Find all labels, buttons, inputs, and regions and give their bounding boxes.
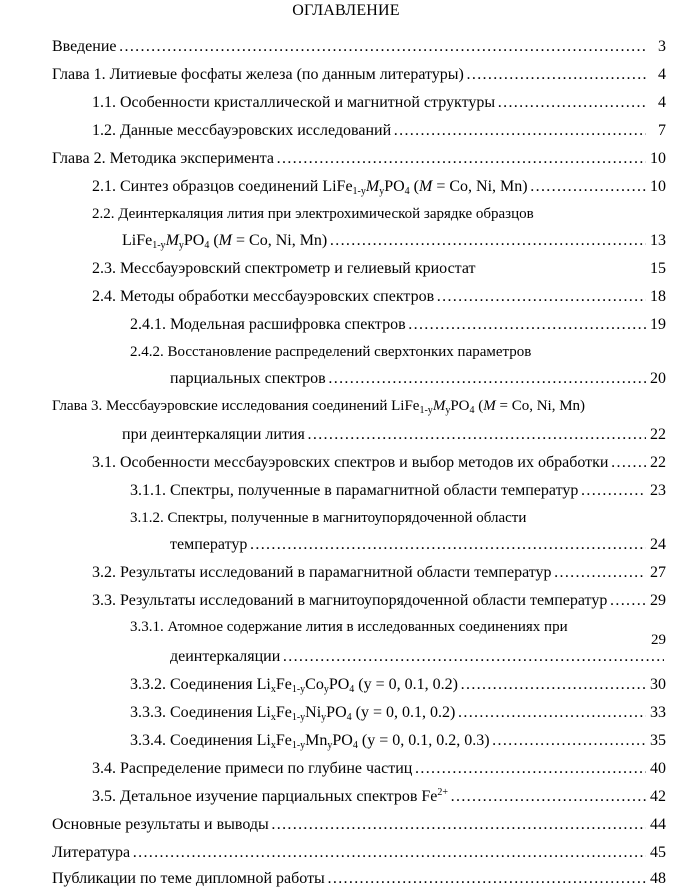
toc-entry-2-2-line1[interactable]: 2.2. Деинтеркаляция лития при электрохимической зарядке образцов	[92, 206, 534, 222]
italic-symbol: M	[365, 178, 380, 195]
title-part: Fe	[275, 676, 292, 693]
toc-entry-title: деинтеркаляции	[170, 648, 281, 665]
title-part: 3.5. Детальное изучение парциальных спектров Fe	[92, 788, 438, 805]
leader-dots	[554, 564, 646, 582]
subscript: x	[270, 712, 276, 723]
toc-entry-title: при деинтеркаляции лития	[122, 426, 305, 443]
toc-entry-title: парциальных спектров	[170, 370, 326, 387]
toc-page-number: 30	[650, 676, 666, 693]
toc-page-number: 20	[650, 370, 666, 387]
toc-page-number: 22	[650, 454, 666, 471]
subscript: x	[270, 684, 276, 695]
toc-page-number: 19	[650, 316, 666, 333]
toc-entry-title: температур	[170, 536, 248, 553]
toc-entry-2-3[interactable]	[92, 260, 666, 278]
subscript: 4	[469, 405, 475, 416]
toc-page-number: 23	[650, 482, 666, 499]
subscript: 4	[404, 186, 410, 197]
toc-entry-3-3-4[interactable]	[130, 732, 666, 750]
leader-dots	[276, 150, 646, 168]
leader-dots	[492, 732, 646, 750]
leader-dots	[307, 426, 646, 444]
subscript: y	[178, 240, 184, 251]
leader-dots	[119, 38, 647, 56]
leader-dots	[609, 592, 646, 610]
leader-dots	[436, 288, 646, 306]
toc-page-number: 33	[650, 704, 666, 721]
toc-entry-title: 3.3. Результаты исследований в магнитоупорядоченной области температур	[92, 592, 608, 609]
toc-entry-literature[interactable]	[52, 844, 666, 862]
toc-entry-title	[130, 676, 458, 694]
toc-page-number: 44	[650, 816, 666, 833]
italic-symbol: M	[483, 398, 496, 414]
title-part: PO	[450, 398, 470, 414]
toc-entry-3-1-2[interactable]	[170, 536, 666, 554]
toc-page-number: 7	[658, 122, 666, 139]
toc-entry-3-3[interactable]	[92, 592, 666, 610]
title-part: Fe	[275, 732, 292, 749]
toc-entry-2-2[interactable]	[122, 232, 666, 250]
title-part: LiFe	[122, 232, 153, 249]
toc-page-number: 45	[650, 844, 666, 861]
toc-entry-title: 1.1. Особенности кристаллической и магнитной структуры	[92, 94, 496, 111]
title-part: 3.3.4. Соединения Li	[130, 732, 271, 749]
toc-entry-1-2[interactable]	[92, 122, 666, 140]
italic-symbol: M	[218, 232, 232, 249]
toc-entry-title	[92, 788, 448, 806]
toc-entry-3-4[interactable]	[92, 760, 666, 778]
toc-entry-title: 2.3. Мессбауэровский спектрометр и гелиевый криостат	[92, 260, 476, 277]
toc-entry-title	[130, 732, 490, 750]
subscript: y	[327, 740, 333, 751]
toc-page-number: 42	[650, 788, 666, 805]
toc-entry-title: 3.1. Особенности мессбауэровских спектров и выбор методов их обработки	[92, 454, 609, 471]
leader-dots	[249, 536, 646, 554]
leader-dots	[457, 704, 646, 722]
leader-dots	[414, 760, 646, 778]
toc-page-number: 18	[650, 288, 666, 305]
toc-entry-3-1[interactable]	[92, 454, 666, 472]
title-part: PO	[326, 704, 347, 721]
toc-page-number: 29	[651, 632, 666, 648]
toc-entry-3-2[interactable]	[92, 564, 666, 582]
toc-page-number: 40	[650, 760, 666, 777]
subscript: 4	[349, 684, 355, 695]
toc-entry-publications[interactable]	[52, 870, 666, 888]
toc-entry-title: Основные результаты и выводы	[52, 816, 269, 833]
subscript: 1-y	[419, 405, 433, 416]
toc-entry-chapter-3-line1[interactable]	[52, 398, 585, 415]
subscript: 4	[204, 240, 210, 251]
toc-entry-1-1[interactable]	[92, 94, 666, 112]
toc-entry-2-4-1[interactable]	[130, 316, 666, 334]
leader-dots	[610, 454, 646, 472]
title-part: Co	[305, 676, 324, 693]
leader-dots	[580, 482, 646, 500]
title-part: Fe	[275, 704, 292, 721]
subscript: 1-y	[291, 712, 306, 723]
toc-entry-3-1-2-line1[interactable]: 3.1.2. Спектры, полученные в магнитоупорядоченной области	[130, 510, 527, 526]
toc-page-number: 4	[658, 94, 666, 111]
toc-entry-title: 3.4. Распределение примеси по глубине частиц	[92, 760, 413, 777]
title-part: Ni	[305, 704, 322, 721]
title-part: Mn	[305, 732, 328, 749]
toc-page-number: 35	[650, 732, 666, 749]
title-part: (y = 0, 0.1, 0.2)	[351, 704, 456, 721]
superscript: 2+	[437, 787, 449, 798]
leader-dots	[530, 178, 646, 196]
toc-page-number: 4	[658, 66, 666, 83]
leader-dots	[460, 676, 646, 694]
toc-entry-title: 2.4. Методы обработки мессбауэровских спектров	[92, 288, 435, 305]
leader-dots	[282, 648, 664, 666]
toc-entry-title: 2.4.1. Модельная расшифровка спектров	[130, 316, 406, 333]
title-part: (y = 0, 0.1, 0.2)	[354, 676, 458, 693]
toc-page-number: 24	[650, 536, 666, 553]
subscript: 1-y	[291, 740, 306, 751]
leader-dots	[393, 122, 646, 140]
toc-entry-title: Введение	[52, 38, 117, 55]
toc-entry-title: Глава 1. Литиевые фосфаты железа (по данным литературы)	[52, 66, 464, 83]
toc-entry-3-3-1[interactable]	[170, 648, 666, 666]
toc-page-number: 29	[650, 592, 666, 609]
title-part: PO	[183, 232, 205, 249]
italic-symbol: M	[432, 398, 446, 414]
toc-entry-title	[130, 704, 455, 722]
title-part: (M = Co, Ni, Mn)	[409, 178, 528, 195]
toc-entry-3-1-1[interactable]	[130, 482, 666, 500]
toc-entry-chapter-3[interactable]	[122, 426, 666, 444]
leader-dots	[329, 232, 646, 250]
subscript: y	[379, 186, 385, 197]
italic-symbol: M	[419, 178, 433, 195]
subscript: 4	[346, 712, 352, 723]
toc-page-number: 13	[650, 232, 666, 249]
title-part: Глава 3. Мессбауэровские исследования соединений LiFe	[52, 398, 420, 414]
toc-page-number: 3	[658, 38, 666, 55]
leader-dots	[132, 844, 646, 862]
toc-entry-3-3-3[interactable]	[130, 704, 666, 722]
toc-entry-chapter-1[interactable]	[52, 66, 666, 84]
toc-entry-title: 1.2. Данные мессбауэровских исследований	[92, 122, 392, 139]
toc-page-number: 27	[650, 564, 666, 581]
toc-entry-3-3-1-line1[interactable]: 3.3.1. Атомное содержание лития в исследованных соединениях при	[130, 619, 568, 635]
leader-dots	[271, 816, 646, 834]
italic-symbol: M	[165, 232, 179, 249]
subscript: y	[445, 405, 451, 416]
toc-entry-title: Публикации по теме дипломной работы	[52, 870, 325, 887]
title-part: (M = Co, Ni, Mn)	[209, 232, 328, 249]
title-part: PO	[328, 676, 350, 693]
leader-dots	[408, 316, 646, 334]
toc-entry-title: Литература	[52, 844, 131, 861]
toc-page-number: 48	[650, 870, 666, 887]
subscript: y	[323, 684, 329, 695]
toc-page-number: 15	[650, 260, 666, 277]
subscript: 1-y	[352, 186, 366, 197]
subscript: 4	[352, 740, 358, 751]
toc-entry-title	[122, 232, 327, 250]
page-title: ОГЛАВЛЕНИЕ	[292, 2, 400, 19]
title-part: 2.1. Синтез образцов соединений LiFe	[92, 178, 353, 195]
toc-entry-title: 3.1.1. Спектры, полученные в парамагнитной области температур	[130, 482, 579, 499]
toc-entry-3-5[interactable]	[92, 788, 666, 806]
leader-dots	[328, 370, 646, 388]
leader-dots	[466, 66, 646, 84]
subscript: x	[270, 740, 276, 751]
toc-entry-3-3-2[interactable]	[130, 676, 666, 694]
title-part: (y = 0, 0.1, 0.2, 0.3)	[357, 732, 490, 749]
toc-entry-title: Глава 2. Методика эксперимента	[52, 150, 274, 167]
toc-entry-chapter-2[interactable]	[52, 150, 666, 168]
toc-entry-2-4[interactable]	[92, 288, 666, 306]
leader-dots	[497, 94, 646, 112]
subscript: y	[321, 712, 327, 723]
subscript: 1-y	[291, 684, 306, 695]
title-part: PO	[384, 178, 405, 195]
title-part: 3.3.3. Соединения Li	[130, 704, 271, 721]
toc-page-number: 22	[650, 426, 666, 443]
title-part: (M = Co, Ni, Mn)	[474, 398, 586, 414]
toc-entry-introduction[interactable]	[52, 38, 666, 56]
leader-dots	[450, 788, 646, 806]
toc-entry-2-4-2[interactable]	[170, 370, 666, 388]
toc-entry-2-4-2-line1[interactable]: 2.4.2. Восстановление распределений сверхтонких параметров	[130, 344, 532, 360]
leader-dots	[327, 870, 646, 888]
toc-page-number: 10	[650, 178, 666, 195]
toc-entry-title: 3.2. Результаты исследований в парамагнитной области температур	[92, 564, 552, 581]
subscript: 1-y	[152, 240, 166, 251]
toc-entry-title	[92, 178, 528, 196]
title-part: 3.3.2. Соединения Li	[130, 676, 271, 693]
title-part: PO	[332, 732, 353, 749]
toc-entry-results[interactable]	[52, 816, 666, 834]
toc-entry-2-1[interactable]	[92, 178, 666, 196]
toc-page-number: 10	[650, 150, 666, 167]
